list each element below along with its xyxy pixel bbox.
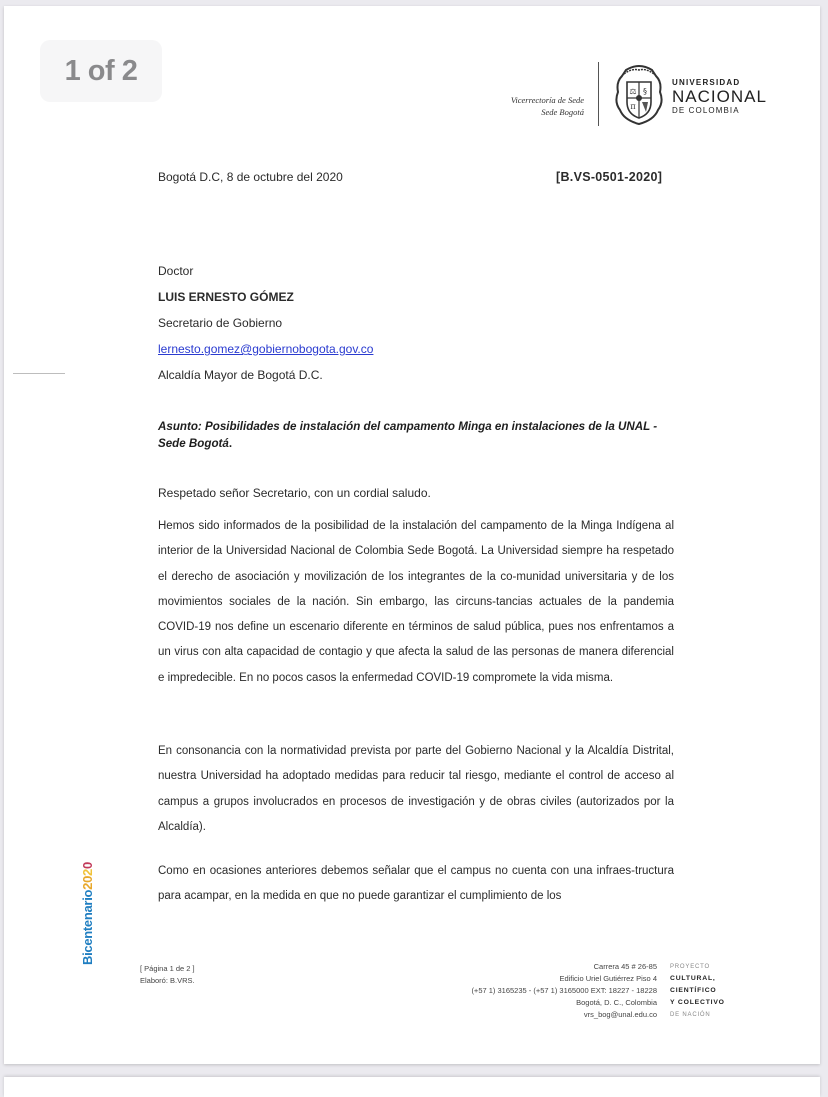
- page-indicator: 1 of 2: [40, 40, 162, 102]
- body-paragraph-1: Hemos sido informados de la posibilidad de la instalación del campamento de la Minga Indígena al interior de la Universidad Nacional de Colombia Sede Bogotá. La Universidad siempre ha respetado el derecho de asociación y movilización de los integrantes de la co-munidad universitaria y de los movimientos sociales de la nación. Sin embargo, las circuns-tancias actuales de la pandemia COVID-19 nos define un escenario diferente en términos de salud pública, pues nos enfrentamos a un virus con alta capacidad de contagio y que afecta la salud de las personas de manera diferencial e impredecible. En no pocos casos la enfermedad COVID-19 compromete la vida misma.: [158, 520, 674, 684]
- recipient-block: [158, 258, 373, 388]
- recipient-email-link[interactable]: lernesto.gomez@gobiernobogota.gov.co: [158, 342, 374, 356]
- footer-address: Carrera 45 # 26-85 Edificio Uriel Gutiérrez Piso 4 (+57 1) 3165235 - (+57 1) 3165000 EXT: 18227 - 18228 Bogotá, D. C., Colombia vrs_bog@unal.edu.co: [471, 962, 657, 1019]
- footer-project-slogan: PROYECTO CULTURAL, CIENTÍFICO Y COLECTIVO DE NACIÓN: [670, 964, 725, 1018]
- university-logo-text: UNIVERSIDAD NACIONAL DE COLOMBIA: [672, 78, 767, 115]
- footer-page-info: [140, 963, 195, 987]
- letter-date: Bogotá D.C, 8 de octubre del 2020: [158, 170, 343, 184]
- svg-text:§: §: [643, 87, 647, 96]
- recipient-title: Doctor: [158, 264, 194, 278]
- footer-elaboro: Elaboró: B.VRS.: [140, 976, 195, 985]
- body-paragraph-3: Como en ocasiones anteriores debemos señalar que el campus no cuenta con una infraes-tructura para acampar, en la medida en que no puede garantizar el cumplimiento de los: [158, 865, 674, 903]
- svg-text:⚖: ⚖: [629, 87, 637, 96]
- greeting: Respetado señor Secretario, con un cordial saludo.: [158, 486, 431, 500]
- body-paragraph-2: En consonancia con la normatividad prevista por parte del Gobierno Nacional y la Alcaldía Distrital, nuestra Universidad ha adoptado medidas para reducir tal riesgo, mediante el control de acceso al campus a grupos involucrados en procesos de investigación y de obras civiles (autorizados por la Alcaldía).: [158, 745, 674, 833]
- recipient-name: LUIS ERNESTO GÓMEZ: [158, 290, 294, 304]
- subject-line: Asunto: Posibilidades de instalación del campamento Minga en instalaciones de la UNAL - Sede Bogotá.: [158, 420, 658, 450]
- university-seal-icon: [612, 62, 666, 126]
- header-divider: [598, 62, 599, 126]
- footer-page-label: [ Página 1 de 2 ]: [140, 964, 195, 973]
- fold-mark: [13, 373, 65, 374]
- bicentenario-mark: Bicentenario2020: [80, 862, 95, 965]
- recipient-position: Secretario de Gobierno: [158, 316, 283, 330]
- svg-text:π: π: [630, 102, 636, 111]
- reference-number: [B.VS-0501-2020]: [556, 170, 663, 184]
- recipient-organization: Alcaldía Mayor de Bogotá D.C.: [158, 368, 323, 382]
- vicerrectoria-label: Vicerrectoría de Sede Sede Bogotá: [510, 95, 584, 117]
